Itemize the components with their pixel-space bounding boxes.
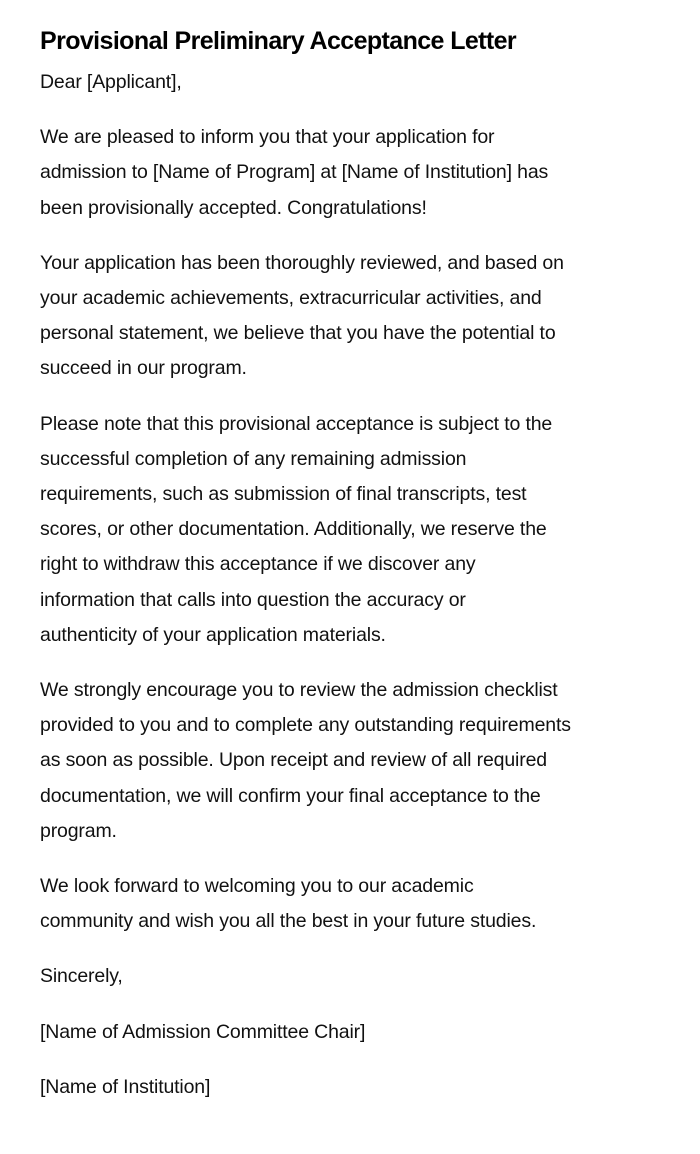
text-line: right to withdraw this acceptance if we discover any [40,553,476,576]
paragraph-conditions [40,407,680,653]
greeting: Dear [Applicant], [40,71,182,93]
letter-document [40,22,680,1105]
paragraph-checklist [40,673,680,849]
signer-name: [Name of Admission Committee Chair] [40,1020,366,1043]
paragraph-review [40,246,680,387]
text-line: as soon as possible. Upon receipt and review of all required [40,749,547,772]
text-line: requirements, such as submission of final transcripts, test [40,483,527,506]
closing: Sincerely, [40,965,123,988]
text-line: We look forward to welcoming you to our academic [40,875,474,898]
text-line: documentation, we will confirm your final acceptance to the [40,784,541,807]
text-line: We are pleased to inform you that your application for [40,126,495,149]
text-line: We strongly encourage you to review the admission checklist [40,679,558,702]
paragraph-acceptance [40,120,680,226]
text-line: information that calls into question the accuracy or [40,588,466,611]
text-line: been provisionally accepted. Congratulations! [40,196,427,219]
text-line: admission to [Name of Program] at [Name of Institution] has [40,161,549,184]
text-line: successful completion of any remaining admission [40,447,467,470]
text-line: Your application has been thoroughly reviewed, and based on [40,251,564,274]
text-line: personal statement, we believe that you have the potential to [40,322,556,345]
text-line: authenticity of your application materials. [40,623,386,646]
text-line: succeed in our program. [40,357,247,380]
paragraph-welcome [40,869,680,939]
text-line: provided to you and to complete any outstanding requirements [40,714,571,737]
text-line: scores, or other documentation. Additionally, we reserve the [40,518,547,541]
institution-name: [Name of Institution] [40,1075,211,1098]
text-line: Please note that this provisional acceptance is subject to the [40,412,553,435]
text-line: program. [40,819,117,842]
text-line: your academic achievements, extracurricular activities, and [40,287,542,310]
letter-title: Provisional Preliminary Acceptance Letter [40,27,517,55]
text-line: community and wish you all the best in your future studies. [40,910,537,933]
